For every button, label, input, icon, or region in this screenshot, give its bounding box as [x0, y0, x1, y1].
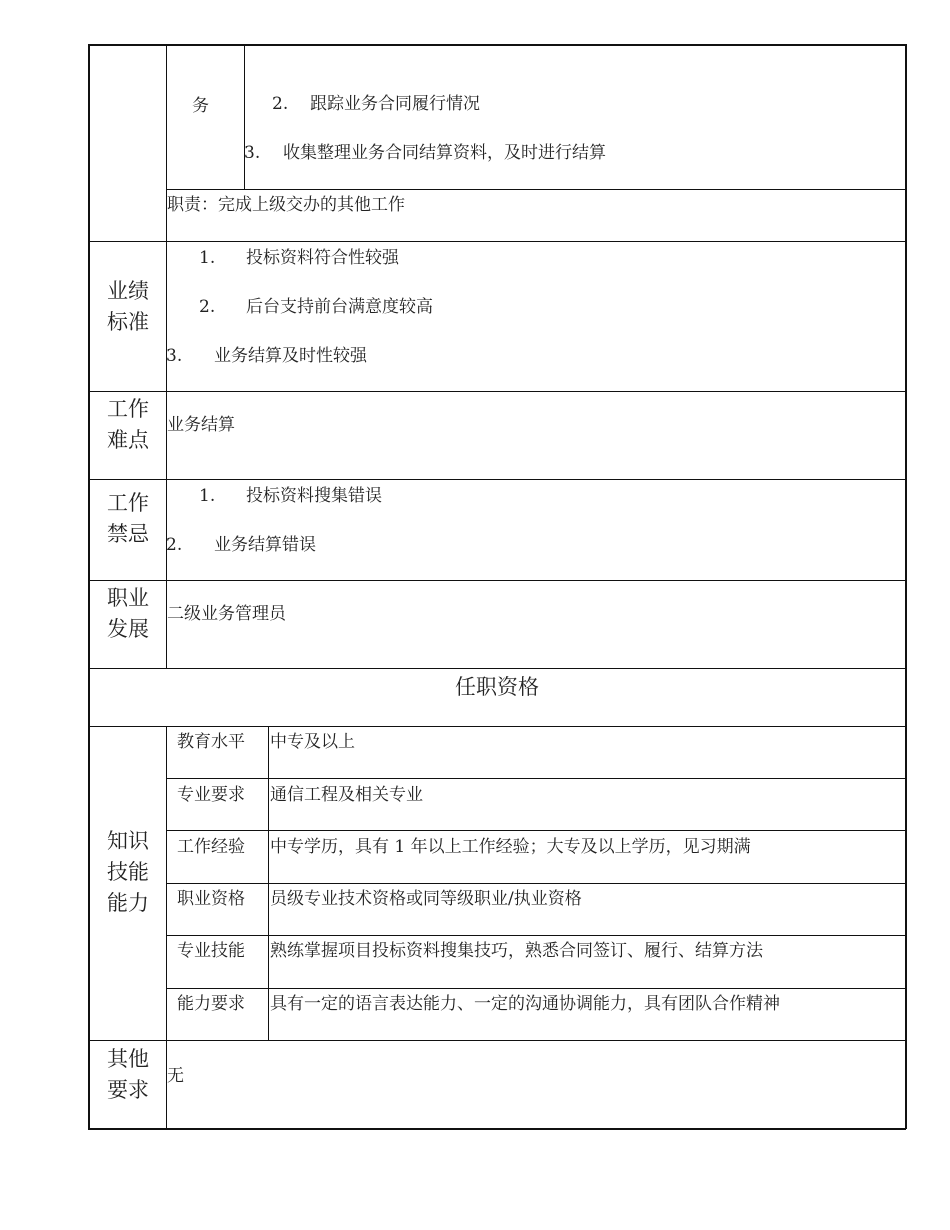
skills-row-divider: [166, 830, 906, 831]
performance-item-number: 2.: [199, 297, 216, 317]
skills-row-key: 能力要求: [177, 994, 245, 1014]
taboo-item-text: 投标资料搜集错误: [246, 486, 382, 506]
row-divider: [88, 1040, 906, 1041]
performance-item-number: 1.: [199, 248, 216, 268]
duty-other: 职责：完成上级交办的其他工作: [167, 195, 405, 215]
row-divider: [88, 726, 906, 727]
duty-item-text: 收集整理业务合同结算资料，及时进行结算: [283, 143, 606, 163]
career-text: 二级业务管理员: [167, 604, 286, 624]
career-label: 职业 发展: [107, 586, 149, 641]
skills-row-key: 专业要求: [177, 785, 245, 805]
performance-item-text: 业务结算及时性较强: [214, 346, 367, 366]
duties-continued-label: 务: [192, 96, 209, 116]
skills-row-value: 中专及以上: [270, 732, 355, 752]
skills-row-divider: [166, 883, 906, 884]
taboo-item-number: 1.: [199, 486, 216, 506]
skills-row-key: 职业资格: [177, 889, 245, 909]
difficulty-text: 业务结算: [167, 415, 235, 435]
duty-item-text: 跟踪业务合同履行情况: [310, 94, 480, 114]
taboo-item-text: 业务结算错误: [214, 535, 316, 555]
row-divider: [88, 241, 906, 242]
row-divider: [88, 391, 906, 392]
row-divider: [88, 479, 906, 480]
difficulty-label: 工作 难点: [107, 397, 149, 452]
performance-label: 业绩 标准: [107, 279, 149, 334]
skills-row-key: 专业技能: [177, 941, 245, 961]
skills-row-key: 工作经验: [177, 837, 245, 857]
skills-row-value: 通信工程及相关专业: [270, 785, 423, 805]
skills-row-value: 熟练掌握项目投标资料搜集技巧，熟悉合同签订、履行、结算方法: [270, 941, 763, 961]
performance-item-text: 投标资料符合性较强: [246, 248, 399, 268]
performance-item-text: 后台支持前台满意度较高: [246, 297, 433, 317]
duty-item-number: 3.: [244, 143, 261, 163]
skills-row-divider: [166, 778, 906, 779]
duties-row-divider: [166, 189, 906, 190]
qualification-heading: 任职资格: [455, 675, 539, 699]
skills-row-divider: [166, 988, 906, 989]
table-border-bottom: [88, 1128, 906, 1130]
performance-item-number: 3.: [166, 346, 183, 366]
skills-row-value: 中专学历，具有 1 年以上工作经验；大专及以上学历，见习期满: [270, 837, 751, 857]
table-border-top: [88, 44, 906, 46]
skills-row-key: 教育水平: [177, 732, 245, 752]
skills-row-value: 员级专业技术资格或同等级职业/执业资格: [270, 889, 582, 909]
row-divider: [88, 668, 906, 669]
table-border-right: [905, 44, 907, 1129]
row-divider: [88, 580, 906, 581]
taboo-label: 工作 禁忌: [107, 491, 149, 546]
skills-row-divider: [166, 935, 906, 936]
duty-item-number: 2.: [272, 94, 289, 114]
other-req-label: 其他 要求: [107, 1047, 149, 1102]
other-req-text: 无: [167, 1066, 184, 1086]
taboo-item-number: 2.: [166, 535, 183, 555]
skills-label: 知识 技能 能力: [107, 829, 149, 915]
skills-row-value: 具有一定的语言表达能力、一定的沟通协调能力，具有团队合作精神: [270, 994, 780, 1014]
duties-sub-divider: [244, 44, 245, 189]
